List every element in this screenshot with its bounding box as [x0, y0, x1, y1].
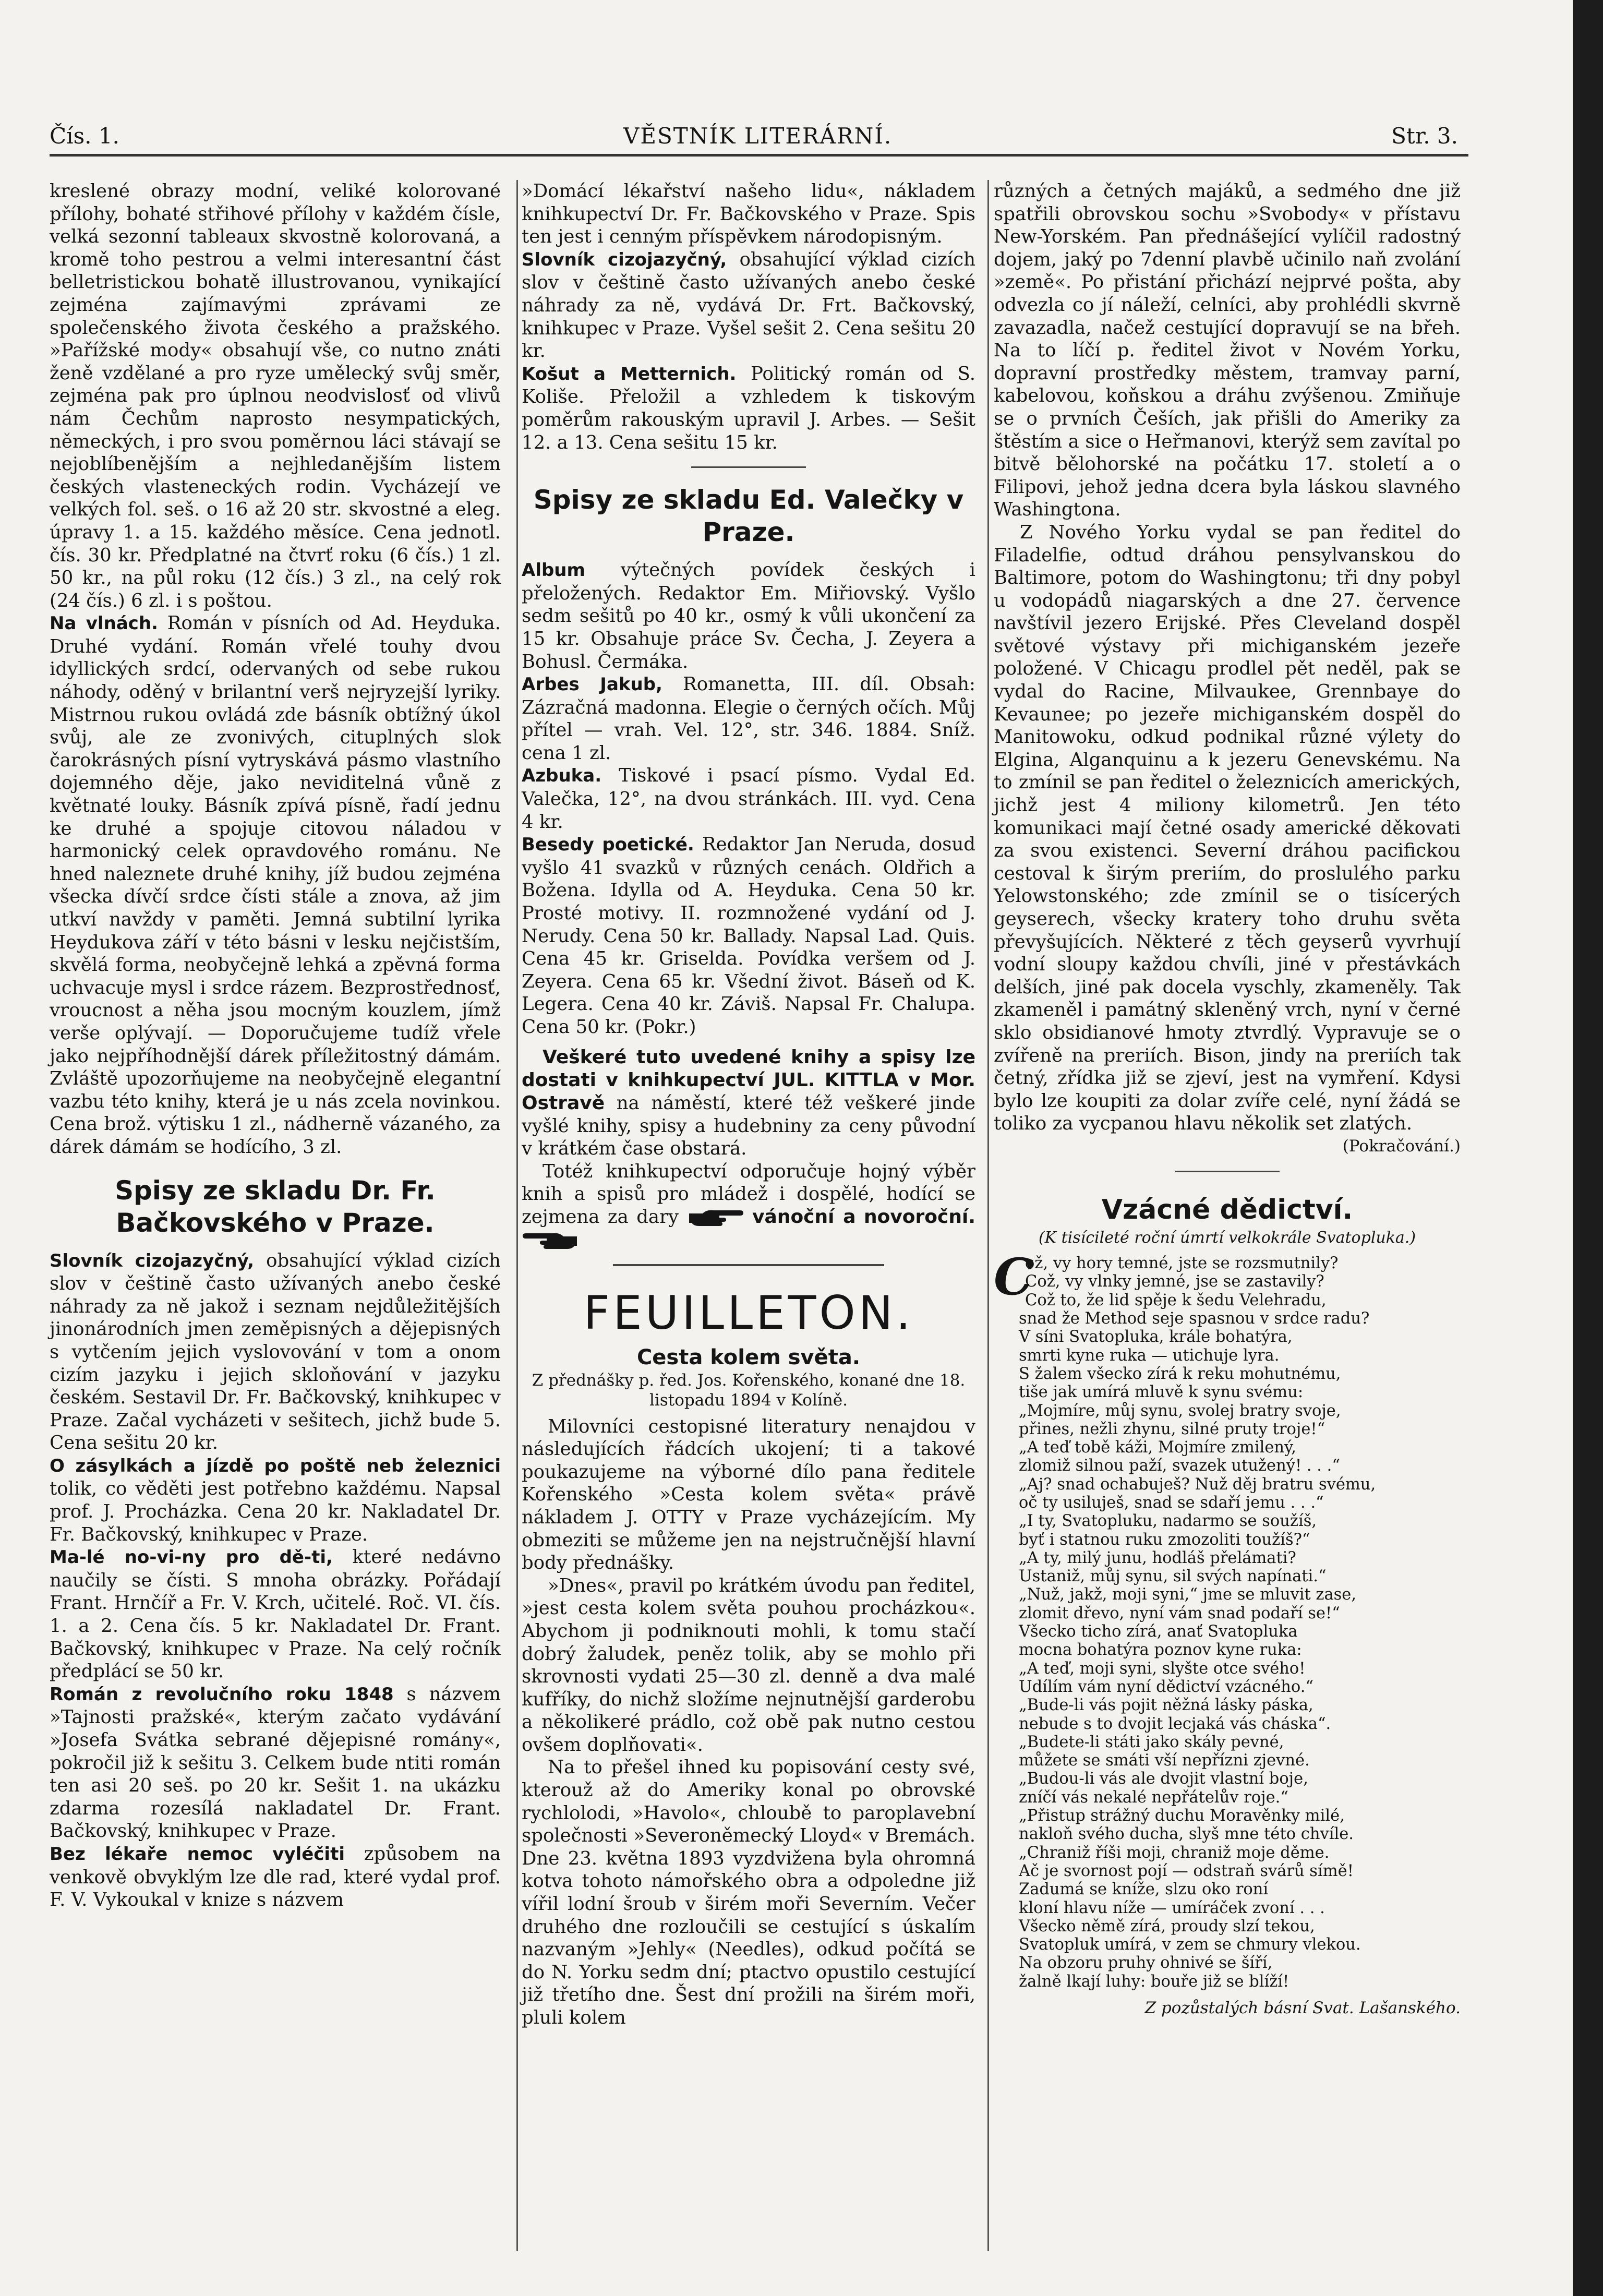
- entry-heading: Košut a Metternich.: [522, 363, 737, 384]
- poem-line: „Nuž, jakž, moji syni,“ jme se mluvit zase,: [1019, 1585, 1357, 1604]
- drop-cap: C: [994, 1247, 1034, 1307]
- entry-heading: Ma-lé no-vi-ny pro dě-ti,: [50, 1547, 333, 1568]
- poem-line: Ustaniž, můj synu, sil svých napínati.“: [1019, 1567, 1327, 1586]
- page-number: Str. 3.: [1391, 123, 1458, 149]
- poem-line: „Budou-li vás ale dvojit vlastní boje,: [1019, 1770, 1308, 1788]
- poem-line: oč ty usiluješ, snad se sdaří jemu . . .“: [1019, 1493, 1324, 1512]
- entry-text: tolik, co věděti jest potřebno každému. Napsal prof. J. Procházka. Cena 20 kr. Nakladatel Dr. Fr. Bačkovský, knihkupec v Praze.: [50, 1478, 501, 1545]
- entry-heading: Azbuka.: [522, 765, 602, 787]
- entry-heading: Na vlnách.: [50, 613, 158, 634]
- poem-line: snad že Method seje spasnou v srdce radu?: [1019, 1309, 1370, 1328]
- continued-note: (Pokračování.): [1342, 1136, 1461, 1156]
- entry: [522, 363, 975, 454]
- pointing-hand-icon: [522, 1231, 579, 1250]
- poem-line: „Chraniž říši moji, chraniž moje děme.: [1019, 1843, 1330, 1862]
- article-meta: Z přednášky p. řed. Jos. Kořenského, konané dne 18. listopadu 1894 v Kolíně.: [532, 1371, 966, 1410]
- continued-note: (Pokr.): [635, 1016, 696, 1038]
- entry: [50, 1249, 501, 1454]
- poem-line: „A teď, moji syni, slyšte otce svého!: [1019, 1659, 1306, 1678]
- entry-text: Redaktor Jan Neruda, dosud vyšlo 41 svazků v různých cenách. Oldřich a Božena. Idylla od A. Heyduka. Cena 50 kr. Prosté motivy. II. rozmnožené vydání od J. Nerudy. Cena 50 kr. Ballady. Napsal Lad. Quis. Cena 45 kr. Griselda. Povídka veršem od J. Zeyera. Cena 65 kr. Všední život. Báseň od K. Legera. Cena 40 kr. Záviš. Napsal Fr. Chalupa. Cena 50 kr.: [522, 834, 975, 1038]
- column-rule-1: [516, 180, 518, 2251]
- section-title: Spisy ze skladu Ed. Valečky v Praze.: [533, 485, 964, 548]
- scan-edge: [1573, 0, 1603, 2296]
- entry-heading: Bez lékaře nemoc vyléčiti: [50, 1843, 345, 1865]
- poem-line: „Bude-li vás pojit něžná lásky páska,: [1019, 1696, 1313, 1715]
- section-rule: [1175, 1171, 1280, 1172]
- poem-line: „A teď tobě káži, Mojmíre zmilený,: [1019, 1438, 1296, 1457]
- poem-title: Vzácné dědictví.: [1101, 1194, 1353, 1225]
- entry-heading: Album: [522, 560, 585, 581]
- column-2: [522, 180, 975, 2029]
- entry-text: obsahující výklad cizích slov v češtině často užívaných anebo české náhrady za ně jakož i seznam nejdůležitějších jinonárodních jmen zeměpisných a dějepisných s vytčením jejich vyslovování v tom a onom cizím jazyku i jejich skloňování v jazyku českém. Sestavil Dr. Fr. Bačkovský, knihkupec v Praze. Začal vycházeti v sešitech, jichž bude 5. Cena sešitu 20 kr.: [50, 1249, 501, 1454]
- notice-text: Totéž knihkupectví odporučuje hojný výběr knih a spisů pro mládež i dospělé, hodící se zejmena za dary: [522, 1160, 975, 1228]
- poem-line: tiše jak umírá mluvě k synu svému:: [1019, 1383, 1304, 1402]
- paragraph: Na to přešel ihned ku popisování cesty své, kterouž až do Ameriky konal po obrovské rychlolodi, »Havolo«, chloubě to paroplavební společnosti »Severoněmecký Lloyd« v Bremách. Dne 23. května 1893 vyzdvižena byla ohromná kotva tohoto námořského obra a odpoledne již vířil lodní šroub v širém moři Severním. Večer druhého dne rozloučili se cestující s úskalím nazvaným »Jehly« (Needles), odkud počítá se do N. Yorku sedm dní; ptactvo opustilo cestující již třetího dne. Šest dní prožili na širém moři, pluli kolem: [522, 1757, 975, 2028]
- paragraph: »Domácí lékařství našeho lidu«, nákladem knihkupectví Dr. Fr. Bačkovského v Praze. Spis ten jest i cenným příspěvkem národopisným.: [522, 181, 975, 248]
- poem-line: „I ty, Svatopluku, nadarmo se soužíš,: [1019, 1512, 1317, 1531]
- section-rule: [691, 466, 806, 468]
- poem-line: „Budete-li státi jako skály pevné,: [1019, 1733, 1284, 1751]
- poem-line: zlomiž silnou paží, svazek utužený! . . .“: [1019, 1457, 1340, 1475]
- entry: [50, 1843, 501, 1912]
- poem-line: „Mojmíre, můj synu, svolej bratry svoje,: [1019, 1401, 1341, 1420]
- article-title: Cesta kolem světa.: [636, 1345, 861, 1369]
- issue-number: Čís. 1.: [50, 123, 119, 149]
- notice-bold: Veškeré tuto uvedené knihy a spisy lze dostati v knihkupectví JUL. KITTLA v Mor. Ostravě: [522, 1046, 975, 1114]
- poem-line: S žalem všecko zírá k reku mohutnému,: [1019, 1364, 1341, 1383]
- column-3: [994, 180, 1461, 2020]
- poem-line: zlomit dřevo, nyní vám snad podaří se!“: [1019, 1604, 1340, 1622]
- poem-line: „Přistup strážný duchu Moravěnky milé,: [1019, 1807, 1345, 1825]
- poem-line: nebude s to dvojit lecjaká vás cháska“.: [1019, 1714, 1331, 1733]
- poem: [994, 1247, 1461, 1991]
- entry-text: Politický román od S. Koliše. Přeložil a vzhledem k tiskovým poměrům rakouským upravil J. Arbes. — Sešit 12. a 13. Cena sešitu 15 kr.: [522, 363, 975, 453]
- pointing-hand-icon: [687, 1208, 744, 1227]
- poem-line: Což to, že lid spěje k šedu Velehradu,: [1025, 1291, 1327, 1309]
- poem-line: Což, vy vlnky jemné, jse se zastavily?: [1025, 1272, 1324, 1291]
- entry-heading: Román z revolučního roku 1848: [50, 1684, 394, 1705]
- entry: [50, 1683, 501, 1843]
- header-rule: [50, 154, 1468, 157]
- entry-text: Tiskové i psací písmo. Vydal Ed. Valečka, 12°, na dvou stránkách. III. vyd. Cena 4 kr.: [522, 765, 975, 833]
- masthead-title: VĚSTNÍK LITERÁRNÍ.: [623, 123, 893, 149]
- poem-line: mocna bohatýra poznov kyne ruka:: [1019, 1641, 1302, 1660]
- poem-line: Všecko ticho zírá, anať Svatopluka: [1019, 1622, 1298, 1641]
- poem-line: žalně lkají luhy: bouře již se blíží!: [1019, 1972, 1289, 1991]
- paragraph: kreslené obrazy modní, veliké kolorované přílohy, bohaté střihové přílohy v každém čísle, velká sezonní tableaux skvostně kolorovaná, a kromě toho pestrou a velmi interesantní část belletristickou bohatě illustrovanou, vynikající zejména zajímavými zprávami ze společenského života českého a pražského. »Pařížské mody« obsahují vše, co nutno znáti ženě vzdělané a pro ryze umělecký svůj směr, zejména pak pro úplnou neodvislosť od vlivů nám Čechům naprosto nesympatických, německých, i pro svou poměrnou láci stávají se nejoblíbenějším a nejhledanějším listem českých vlasteneckých rodin. Vycházejí ve velkých fol. seš. o 16 až 20 str. skvostné a eleg. úpravy 1. a 15. každého měsíce. Cena jednotl. čís. 30 kr. Předplatné na čtvrť roku (6 čís.) 1 zl. 50 kr., na půl roku (12 čís.) 3 zl., na celý rok (24 čís.) 6 zl. i s poštou.: [50, 181, 501, 611]
- poem-line: můžete se smáti vší nepřízni zjevné.: [1019, 1751, 1310, 1770]
- page-header: [50, 123, 1458, 154]
- poem-line: ož, vy hory temné, jste se rozsmutnily?: [1025, 1254, 1339, 1273]
- entry: [522, 559, 975, 673]
- entry: [50, 1454, 501, 1546]
- bookshop-notice: [522, 1046, 975, 1160]
- column-rule-2: [987, 180, 989, 2251]
- column-1: [50, 180, 501, 1912]
- entry: [522, 833, 975, 1038]
- poem-line: byť i statnou ruku zmozoliti toužíš?“: [1019, 1530, 1310, 1549]
- entry-heading: Arbes Jakub,: [522, 674, 662, 695]
- notice-text: na náměstí, které též veškeré jinde vyšlé knihy, spisy a hudebniny za ceny původní v krátkém čase obstará.: [522, 1092, 975, 1160]
- poem-line: Ač je svornost pojí — odstraň svárů símě!: [1019, 1861, 1354, 1880]
- poem-line: „Aj? snad ochabuješ? Nuž děj bratru svému,: [1019, 1475, 1376, 1494]
- poem-line: V síni Svatopluka, krále bohatýra,: [1019, 1328, 1293, 1347]
- entry-text: způsobem na venkově obvyklým lze dle rad, které vydal prof. F. V. Vykoukal v knize s názvem: [50, 1843, 501, 1911]
- poem-line: Všecko němě zírá, proudy slzí tekou,: [1019, 1917, 1315, 1936]
- poem-line: přines, nežli zhynu, silné pruty troje!“: [1019, 1420, 1325, 1438]
- entry-heading: Slovník cizojazyčný,: [50, 1250, 255, 1271]
- entry-text: s názvem »Tajnosti pražské«, kterým začato vydávání »Josefa Svátka sebrané dějepisné romány«, pokročil již k sešitu 3. Celkem bude ntiti román ten asi 20 seš. po 20 kr. Sešit 1. na ukázku zdarma rozesílá nakladatel Dr. Frant. Bačkovský, knihkupec v Praze.: [50, 1683, 501, 1842]
- entry: [50, 1546, 501, 1683]
- entry: [50, 612, 501, 1158]
- gift-notice: [522, 1160, 975, 1252]
- entry: [522, 248, 975, 363]
- entry-text: Romanetta, III. díl. Obsah: Zázračná madonna. Elegie o černých očích. Můj přítel — vrah. Vel. 12°, str. 346. 1884. Sníž. cena 1 zl.: [522, 674, 975, 764]
- entry-text: které nedávno naučily se čísti. S mnoha obrázky. Pořádají Frant. Hrnčíř a Fr. V. Krch, učitelé. Roč. VI. čís. 1. a 2. Cena čís. 5 kr. Nakladatel Dr. Frant. Bačkovský, knihkupec v Praze. Na celý ročník předplácí se 50 kr.: [50, 1546, 501, 1682]
- notice-bold: vánoční a: [752, 1206, 856, 1228]
- entry: [522, 673, 975, 764]
- entry-text: obsahující výklad cizích slov v češtině často užívaných anebo české náhrady za ně, vydává Dr. Frt. Bačkovský, knihkupec v Praze. Vyšel sešit 2. Cena sešitu 20 kr.: [522, 248, 975, 362]
- entry-heading: Besedy poetické.: [522, 834, 694, 856]
- poem-line: Svatopluk umírá, v zem se chmury vlekou.: [1019, 1936, 1361, 1954]
- poem-line: Zadumá se kníže, slzu oko roní: [1019, 1880, 1269, 1899]
- entry-heading: O zásylkách a jízdě po poště neb železnici: [50, 1455, 501, 1476]
- poem-line: Na obzoru pruhy ohnivé se šíří,: [1019, 1954, 1273, 1973]
- section-title: Spisy ze skladu Dr. Fr. Bačkovského v Praze.: [115, 1175, 436, 1238]
- poem-subtitle: (K tisícileté roční úmrtí velkokrále Svatopluka.): [1038, 1228, 1416, 1247]
- entry-text: výtečných povídek českých i přeložených. Redaktor Em. Miřiovský. Vyšlo sedm sešitů po 40 kr., osmý k vůli ukončení za 15 kr. Obsahuje práce Sv. Čecha, J. Zeyera a Bohusl. Čermáka.: [522, 559, 975, 672]
- paragraph: Z Nového Yorku vydal se pan ředitel do Filadelfie, odtud dráhou pensylvanskou do Baltimore, potom do Washingtonu; tři dny pobyl u vodopádů niagarských a dne 27. července navštívil jezero Erijské. Přes Cleveland dospěl světové výstavy při michiganském jezeře položené. V Chicagu prodlel pět neděl, pak se vydal do Racine, Milvaukee, Grennbaye do Kevaunee; po jezeře michiganském dospěl do Manitowoku, odkud podnikal různé výlety do Elgina, Alganquinu a k jezeru Genevskému. Na to zmínil se pan ředitel o železnicích amerických, jichž jest 4 miliony kilometrů. Jen této komunikaci mají četné osady americké děkovati za svou existenci. Severní dráhou pacifickou cestoval k širým preriím, do proslulého parku Yelowstonského; zde zmínil se o tisícerých geyserech, všecky kratery toho druhu světa převyšujících. Některé z těch geyserů vyvrhují vodní sloupy každou chvíli, jiné v přestávkách delších, jiné pak docela vyschly, zkameněly. Tak zkameněl i památný skleněný vrch, nyní v černé sklo obsidianové hmoty ztvrdlý. Vypravuje se o zvířeně na preriích. Bison, jindy na preriích tak četný, zřídka již se zjeví, jest na vymření. Kdysi bylo lze koupiti za dolar zvíře celé, nyní žádá se toliko za vycpanou hlavu několik set zlatých.: [994, 521, 1461, 1135]
- entry-text: Román v písních od Ad. Heyduka. Druhé vydání. Román vřelé touhy dvou idyllických srdcí, odervaných od sebe rukou náhody, oděný v brilantní verš nejryzejší lyriky. Mistrnou rukou ovládá zde básník obtížný úkol svůj, ale ze zvonivých, cituplných slok čarokrásných písní vytryskává pásmo vlastního dojemného děje, jako neviditelná vůně z květnaté louky. Básník zpívá písně, řadí jednu ke druhé a spojuje citovou náladou v harmonický celek opravdového románu. Ne hned naleznete druhé knihy, jíž budou zejména všecka dívčí srdce čísti stále a znova, až jim utkví navždy v paměti. Jemná subtilní lyrika Heydukova září v této básni v lesku nejčistším, skvělá forma, neobyčejně lehká a zpěvná forma uchvacuje mysl i srdce rázem. Bezprostřednosť, vroucnost a něha jsou mocným kouzlem, jímž verše oplývají. — Doporučujeme tudíž vřele jako nejpříhodnější dárek příležitostný dámám. Zvláště upozorňujeme na neobyčejně elegantní vazbu této knihy, která je u nás zcela novinkou. Cena brož. výtisku 1 zl., nádherně vázaného, za dárek dámám se hodícího, 3 zl.: [50, 612, 501, 1158]
- feuilleton-title: FEUILLETON.: [583, 1285, 914, 1340]
- poem-line: nakloň svého ducha, slyš mne této chvíle.: [1019, 1825, 1354, 1844]
- poem-line: „A ty, milý junu, hodláš přelámati?: [1019, 1548, 1296, 1567]
- poem-line: Udílím vám nyní dědictví vzácného.“: [1019, 1677, 1313, 1696]
- poem-line: zníčí vás nekalé nepřátelův roje.“: [1019, 1788, 1288, 1807]
- feuilleton-rule: [613, 1264, 884, 1266]
- paragraph: »Dnes«, pravil po krátkém úvodu pan ředitel, »jest cesta kolem světa pouhou procházkou«. Abychom ji podniknouti mohli, k tomu stačí dobrý žaludek, peněz tolik, aby se mohlo při skrovnosti vydati 25—30 zl. denně a dva malé kufříky, do nichž složíme nejnutnější garderobu a několikeré prádlo, což obě pak nutno cestou ovšem doplňovati«.: [522, 1574, 975, 1756]
- paragraph: Milovníci cestopisné literatury nenajdou v následujících řádcích ukojení; ti a takové poukazujeme na výborné dílo pana ředitele Kořenského »Cesta kolem světa« právě nákladem J. OTTY v Praze vycházejícím. My obmeziti se můžeme jen na nejstručnější hlavní body přednášky.: [522, 1415, 975, 1574]
- poem-line: kloní hlavu níže — umíráček zvoní . . .: [1019, 1898, 1325, 1917]
- entry-heading: Slovník cizojazyčný,: [522, 249, 727, 270]
- paragraph: různých a četných majáků, a sedmého dne již spatřili obrovskou sochu »Svobody« v přístavu New-Yorském. Pan přednášející vylíčil radostný dojem, jaký po 7denní plavbě učinilo naň zvolání »země«. Po přistání přichází nejprvé pošta, aby odvezla co jí náleží, celníci, aby prohlédli skvrně zavazadla, načež cestující dopravují se na břeh. Na to líčí p. ředitel život v Novém Yorku, dopravní prostředky městem, tramvay parní, kabelovou, koňskou a dráhu zvýšenou. Zmiňuje se o prvních Češích, jak přišli do Ameriky za štěstím a sice o Heřmanovi, kterýž sem zavítal po bitvě bělohorské na počátku 17. století a o Filipovi, jehož jedna dcera byla láskou slavného Washingtona.: [994, 181, 1461, 521]
- poem-line: smrti kyne ruka — utichuje lyra.: [1019, 1346, 1280, 1365]
- entry: [522, 764, 975, 833]
- poem-source: Z pozůstalých básní Svat. Lašanského.: [1144, 1999, 1461, 2017]
- notice-bold: novoroční.: [863, 1206, 975, 1228]
